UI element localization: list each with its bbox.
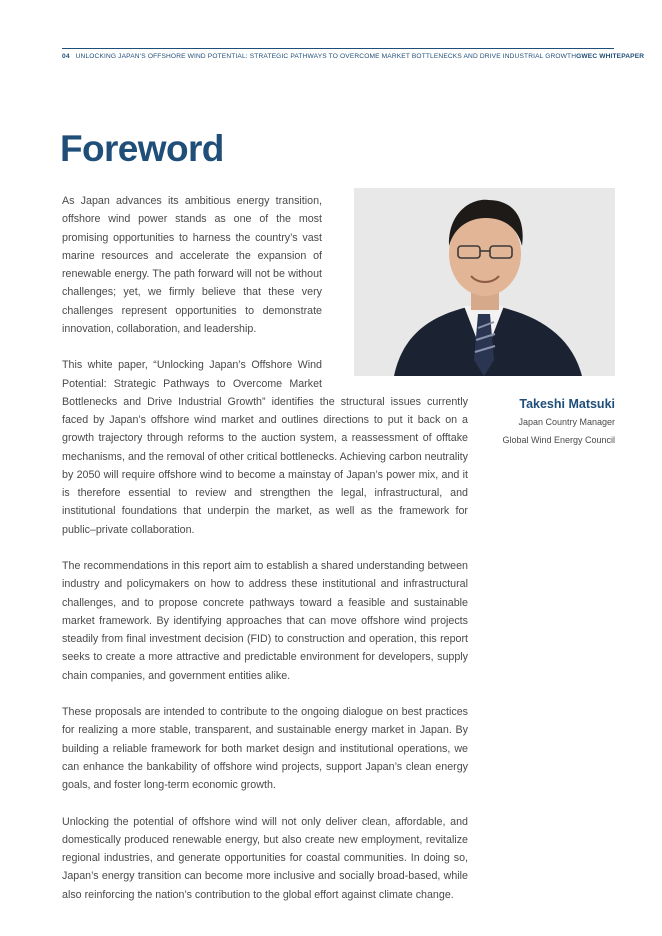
photo-text-wrap-spacer	[322, 192, 468, 384]
paragraph: This white paper, “Unlocking Japan’s Offshore Wind Potential: Strategic Pathways to Overcome Market Bottlenecks and Drive Industrial Growth” identifies the structural issues currently faced by Japan’s offshore wind market and outlines directions to put it back on a growth trajectory through reforms to the auction system, a reassessment of offtake mechanisms, and the removal of other critical bottlenecks. Achieving carbon neutrality by 2050 will require offshore wind to become a mainstay of Japan’s power mix, and it is therefore essential to review and strengthen the legal, infrastructural, and institutional foundations that underpin the market, as well as the framework for public–private collaboration.	[62, 359, 468, 536]
author-name: Takeshi Matsuki	[519, 397, 615, 411]
page-title: Foreword	[60, 128, 224, 169]
running-title: UNLOCKING JAPAN’S OFFSHORE WIND POTENTIAL: STRATEGIC PATHWAYS TO OVERCOME MARKET BOTTLENECKS AND DRIVE INDUSTRIAL GROWTH	[75, 53, 577, 60]
foreword-body	[62, 192, 468, 922]
author-role: Japan Country Manager	[518, 417, 615, 427]
paragraph: Unlocking the potential of offshore wind will not only deliver clean, affordable, and domestically produced renewable energy, but also create new employment, revitalize regional industries, and generate opportunities for coastal communities. In doing so, Japan’s energy transition can become more inclusive and socially broad-based, while also reinforcing the nation’s contribution to the global effort against climate change.	[62, 815, 468, 901]
header-brand: GWEC WHITEPAPER	[576, 53, 645, 60]
running-header	[62, 48, 645, 60]
author-organization: Global Wind Energy Council	[502, 435, 615, 445]
page-number: 04	[62, 53, 70, 60]
author-caption	[480, 395, 615, 449]
header-left	[62, 53, 576, 60]
paragraph: As Japan advances its ambitious energy transition, offshore wind power stands as one of the most promising opportunities to harness the country’s vast marine resources and accelerate the expansion of renewable energy. The path forward will not be without challenges; yet, we firmly believe that these very challenges represent opportunities to demonstrate innovation, collaboration, and leadership.	[62, 195, 322, 335]
paragraph: These proposals are intended to contribute to the ongoing dialogue on best practices for realizing a more stable, transparent, and sustainable energy market in Japan. By building a reliable framework for both market design and institutional operations, we can enhance the bankability of offshore wind projects, support Japan’s clean energy goals, and foster long-term economic growth.	[62, 706, 468, 791]
paragraph: The recommendations in this report aim to establish a shared understanding between industry and policymakers on how to address these institutional and infrastructural challenges, and to propose concrete pathways toward a feasible and sustainable market framework. By identifying approaches that can move offshore wind projects steadily from final investment decision (FID) to construction and operation, this report seeks to create a more attractive and predictable environment for developers, supply chain companies, and government entities alike.	[62, 560, 468, 682]
